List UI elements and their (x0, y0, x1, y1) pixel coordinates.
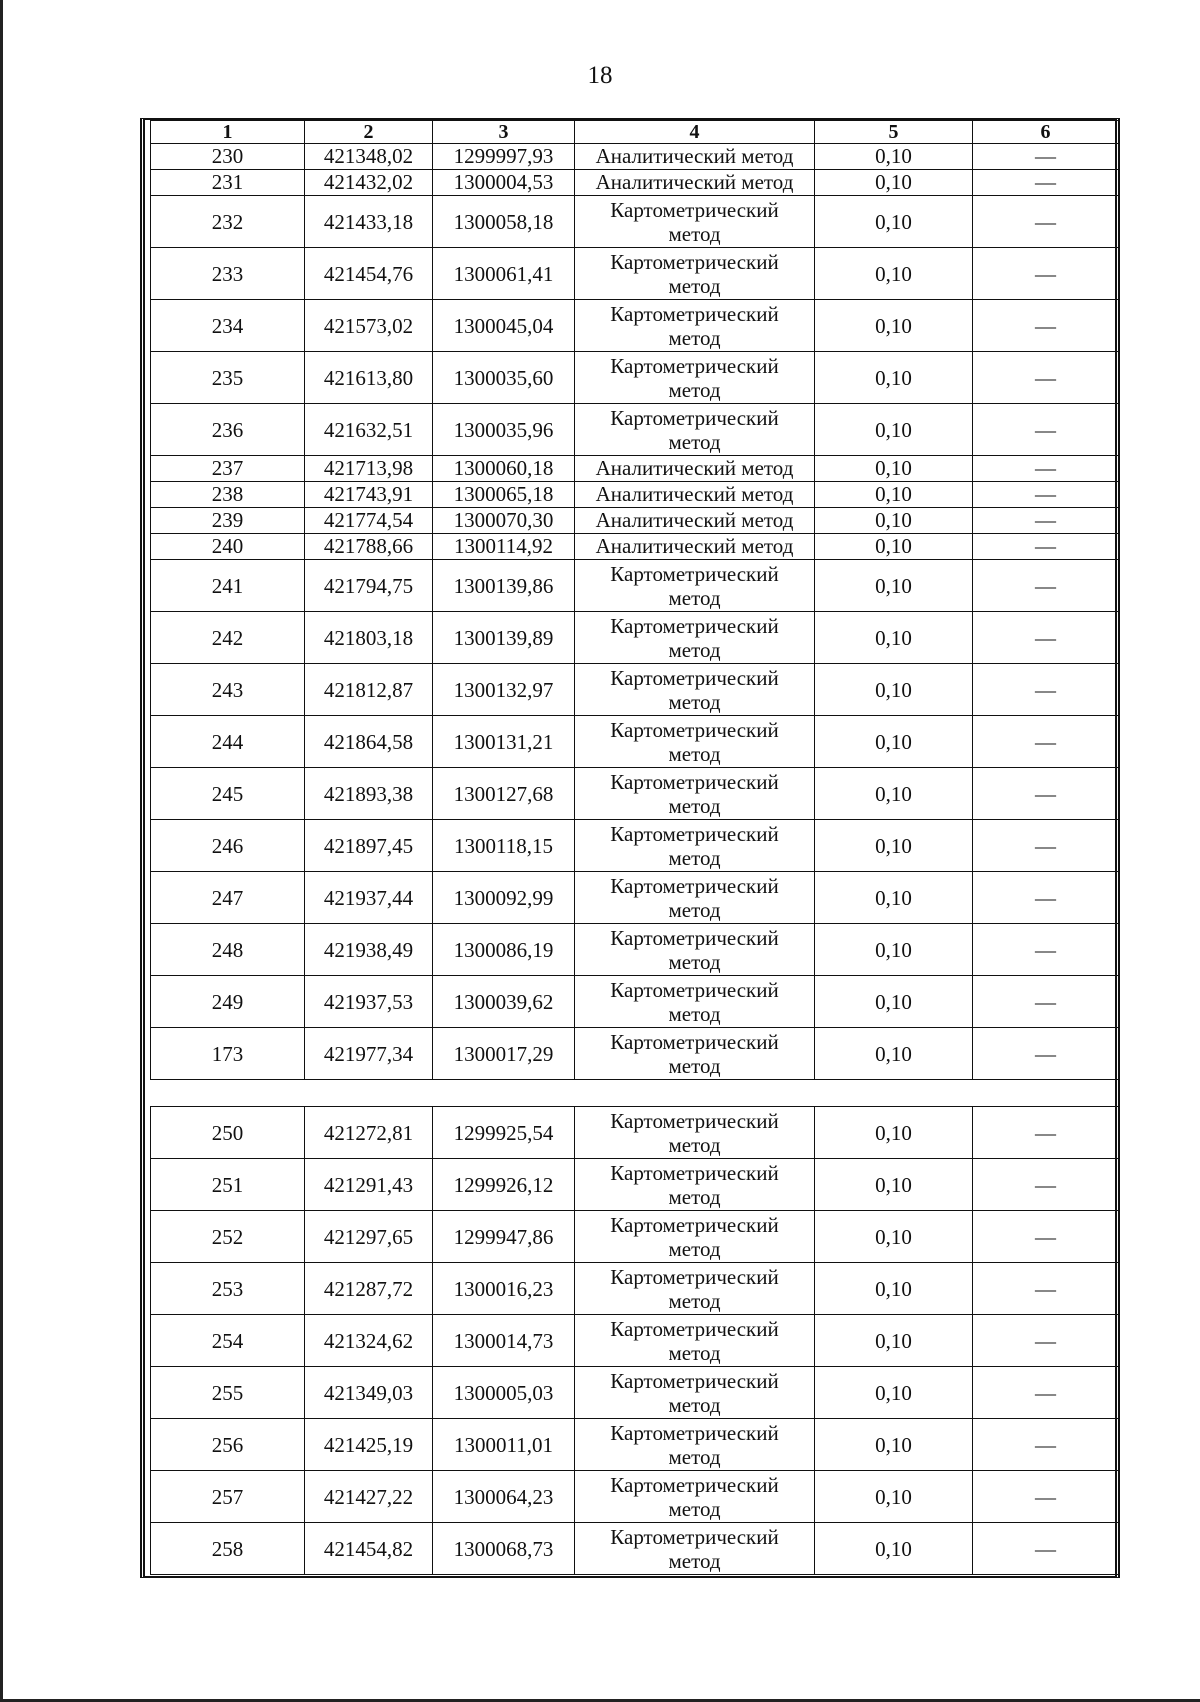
table-row (151, 664, 1119, 716)
point-number-cell: 247 (151, 872, 305, 924)
accuracy-cell: 0,10 (815, 534, 973, 560)
method-cell: Аналитический метод (575, 144, 815, 170)
x-coordinate-cell: 421937,44 (305, 872, 433, 924)
method-cell: Картометрический метод (575, 1028, 815, 1080)
accuracy-cell: 0,10 (815, 144, 973, 170)
accuracy-cell: 0,10 (815, 1315, 973, 1367)
point-number-cell: 233 (151, 248, 305, 300)
y-coordinate-cell: 1300139,89 (433, 612, 575, 664)
x-coordinate-cell: 421893,38 (305, 768, 433, 820)
table-row (151, 924, 1119, 976)
note-cell: — (973, 1107, 1119, 1159)
table-row (151, 248, 1119, 300)
method-cell: Картометрический метод (575, 976, 815, 1028)
note-cell: — (973, 1028, 1119, 1080)
note-cell: — (973, 1471, 1119, 1523)
point-number-cell: 255 (151, 1367, 305, 1419)
point-number-cell: 250 (151, 1107, 305, 1159)
point-number-cell: 236 (151, 404, 305, 456)
y-coordinate-cell: 1300068,73 (433, 1523, 575, 1575)
point-number-cell: 254 (151, 1315, 305, 1367)
x-coordinate-cell: 421425,19 (305, 1419, 433, 1471)
table-row (151, 872, 1119, 924)
accuracy-cell: 0,10 (815, 664, 973, 716)
method-cell: Аналитический метод (575, 456, 815, 482)
table-row (151, 560, 1119, 612)
note-cell: — (973, 144, 1119, 170)
note-cell: — (973, 1159, 1119, 1211)
point-number-cell: 232 (151, 196, 305, 248)
accuracy-cell: 0,10 (815, 820, 973, 872)
x-coordinate-cell: 421272,81 (305, 1107, 433, 1159)
y-coordinate-cell: 1300004,53 (433, 170, 575, 196)
accuracy-cell: 0,10 (815, 1367, 973, 1419)
y-coordinate-cell: 1300065,18 (433, 482, 575, 508)
point-number-cell: 234 (151, 300, 305, 352)
page-number: 18 (587, 62, 613, 89)
note-cell: — (973, 716, 1119, 768)
method-cell: Картометрический метод (575, 768, 815, 820)
note-cell: — (973, 170, 1119, 196)
x-coordinate-cell: 421743,91 (305, 482, 433, 508)
accuracy-cell: 0,10 (815, 924, 973, 976)
y-coordinate-cell: 1300005,03 (433, 1367, 575, 1419)
note-cell: — (973, 1211, 1119, 1263)
point-number-cell: 256 (151, 1419, 305, 1471)
note-cell: — (973, 196, 1119, 248)
method-cell: Картометрический метод (575, 664, 815, 716)
method-cell: Аналитический метод (575, 482, 815, 508)
y-coordinate-cell: 1299997,93 (433, 144, 575, 170)
note-cell: — (973, 924, 1119, 976)
table-row (151, 456, 1119, 482)
y-coordinate-cell: 1300035,60 (433, 352, 575, 404)
x-coordinate-cell: 421427,22 (305, 1471, 433, 1523)
y-coordinate-cell: 1299925,54 (433, 1107, 575, 1159)
point-number-cell: 240 (151, 534, 305, 560)
point-number-cell: 257 (151, 1471, 305, 1523)
point-number-cell: 173 (151, 1028, 305, 1080)
x-coordinate-cell: 421324,62 (305, 1315, 433, 1367)
accuracy-cell: 0,10 (815, 482, 973, 508)
y-coordinate-cell: 1300060,18 (433, 456, 575, 482)
y-coordinate-cell: 1300114,92 (433, 534, 575, 560)
accuracy-cell: 0,10 (815, 768, 973, 820)
x-coordinate-cell: 421938,49 (305, 924, 433, 976)
y-coordinate-cell: 1300131,21 (433, 716, 575, 768)
method-cell: Картометрический метод (575, 1419, 815, 1471)
x-coordinate-cell: 421774,54 (305, 508, 433, 534)
y-coordinate-cell: 1300118,15 (433, 820, 575, 872)
method-cell: Картометрический метод (575, 248, 815, 300)
note-cell: — (973, 482, 1119, 508)
method-cell: Аналитический метод (575, 534, 815, 560)
table-row (151, 976, 1119, 1028)
x-coordinate-cell: 421348,02 (305, 144, 433, 170)
point-number-cell: 248 (151, 924, 305, 976)
table-row (151, 820, 1119, 872)
scan-left-edge (0, 0, 3, 1702)
method-cell: Картометрический метод (575, 1263, 815, 1315)
column-header: 1 (151, 121, 305, 144)
y-coordinate-cell: 1300045,04 (433, 300, 575, 352)
method-cell: Картометрический метод (575, 612, 815, 664)
accuracy-cell: 0,10 (815, 612, 973, 664)
method-cell: Картометрический метод (575, 872, 815, 924)
point-number-cell: 253 (151, 1263, 305, 1315)
y-coordinate-cell: 1300014,73 (433, 1315, 575, 1367)
y-coordinate-cell: 1300064,23 (433, 1471, 575, 1523)
y-coordinate-cell: 1300016,23 (433, 1263, 575, 1315)
accuracy-cell: 0,10 (815, 976, 973, 1028)
note-cell: — (973, 404, 1119, 456)
accuracy-cell: 0,10 (815, 404, 973, 456)
note-cell: — (973, 664, 1119, 716)
point-number-cell: 242 (151, 612, 305, 664)
accuracy-cell: 0,10 (815, 1419, 973, 1471)
note-cell: — (973, 560, 1119, 612)
note-cell: — (973, 1315, 1119, 1367)
x-coordinate-cell: 421454,82 (305, 1523, 433, 1575)
coordinates-table (150, 120, 1119, 1575)
table-row (151, 196, 1119, 248)
accuracy-cell: 0,10 (815, 248, 973, 300)
note-cell: — (973, 976, 1119, 1028)
table-row (151, 170, 1119, 196)
x-coordinate-cell: 421937,53 (305, 976, 433, 1028)
column-header: 4 (575, 121, 815, 144)
method-cell: Картометрический метод (575, 352, 815, 404)
y-coordinate-cell: 1300017,29 (433, 1028, 575, 1080)
table-row (151, 534, 1119, 560)
x-coordinate-cell: 421291,43 (305, 1159, 433, 1211)
x-coordinate-cell: 421297,65 (305, 1211, 433, 1263)
note-cell: — (973, 352, 1119, 404)
y-coordinate-cell: 1300086,19 (433, 924, 575, 976)
point-number-cell: 237 (151, 456, 305, 482)
table-row (151, 300, 1119, 352)
y-coordinate-cell: 1300061,41 (433, 248, 575, 300)
accuracy-cell: 0,10 (815, 560, 973, 612)
table-row (151, 144, 1119, 170)
table-body (151, 144, 1119, 1575)
accuracy-cell: 0,10 (815, 1471, 973, 1523)
point-number-cell: 258 (151, 1523, 305, 1575)
x-coordinate-cell: 421803,18 (305, 612, 433, 664)
y-coordinate-cell: 1300070,30 (433, 508, 575, 534)
y-coordinate-cell: 1300139,86 (433, 560, 575, 612)
table-row (151, 508, 1119, 534)
method-cell: Аналитический метод (575, 508, 815, 534)
point-number-cell: 251 (151, 1159, 305, 1211)
method-cell: Картометрический метод (575, 196, 815, 248)
accuracy-cell: 0,10 (815, 352, 973, 404)
method-cell: Картометрический метод (575, 1471, 815, 1523)
method-cell: Картометрический метод (575, 1107, 815, 1159)
method-cell: Картометрический метод (575, 404, 815, 456)
column-header: 2 (305, 121, 433, 144)
accuracy-cell: 0,10 (815, 170, 973, 196)
method-cell: Картометрический метод (575, 716, 815, 768)
y-coordinate-cell: 1300035,96 (433, 404, 575, 456)
note-cell: — (973, 1367, 1119, 1419)
method-cell: Картометрический метод (575, 820, 815, 872)
x-coordinate-cell: 421812,87 (305, 664, 433, 716)
x-coordinate-cell: 421632,51 (305, 404, 433, 456)
x-coordinate-cell: 421613,80 (305, 352, 433, 404)
x-coordinate-cell: 421864,58 (305, 716, 433, 768)
point-number-cell: 243 (151, 664, 305, 716)
accuracy-cell: 0,10 (815, 1523, 973, 1575)
y-coordinate-cell: 1300039,62 (433, 976, 575, 1028)
point-number-cell: 244 (151, 716, 305, 768)
table-row (151, 1211, 1119, 1263)
column-header: 5 (815, 121, 973, 144)
accuracy-cell: 0,10 (815, 1159, 973, 1211)
note-cell: — (973, 456, 1119, 482)
point-number-cell: 231 (151, 170, 305, 196)
accuracy-cell: 0,10 (815, 1263, 973, 1315)
point-number-cell: 230 (151, 144, 305, 170)
note-cell: — (973, 1263, 1119, 1315)
point-number-cell: 245 (151, 768, 305, 820)
note-cell: — (973, 534, 1119, 560)
table-row (151, 404, 1119, 456)
table-row (151, 1315, 1119, 1367)
note-cell: — (973, 768, 1119, 820)
note-cell: — (973, 300, 1119, 352)
table-row (151, 612, 1119, 664)
x-coordinate-cell: 421573,02 (305, 300, 433, 352)
table-row (151, 716, 1119, 768)
y-coordinate-cell: 1299926,12 (433, 1159, 575, 1211)
method-cell: Картометрический метод (575, 300, 815, 352)
y-coordinate-cell: 1300132,97 (433, 664, 575, 716)
x-coordinate-cell: 421433,18 (305, 196, 433, 248)
accuracy-cell: 0,10 (815, 1107, 973, 1159)
separator-cell (151, 1080, 1119, 1107)
note-cell: — (973, 872, 1119, 924)
table-row (151, 1367, 1119, 1419)
table-row (151, 1107, 1119, 1159)
section-separator-row (151, 1080, 1119, 1107)
column-header: 6 (973, 121, 1119, 144)
table-row (151, 482, 1119, 508)
table-row (151, 1471, 1119, 1523)
y-coordinate-cell: 1300011,01 (433, 1419, 575, 1471)
point-number-cell: 239 (151, 508, 305, 534)
accuracy-cell: 0,10 (815, 508, 973, 534)
method-cell: Картометрический метод (575, 1367, 815, 1419)
x-coordinate-cell: 421287,72 (305, 1263, 433, 1315)
table-header-row (151, 121, 1119, 144)
table-row (151, 1028, 1119, 1080)
column-header: 3 (433, 121, 575, 144)
point-number-cell: 235 (151, 352, 305, 404)
x-coordinate-cell: 421713,98 (305, 456, 433, 482)
table-row (151, 1419, 1119, 1471)
accuracy-cell: 0,10 (815, 196, 973, 248)
note-cell: — (973, 1419, 1119, 1471)
y-coordinate-cell: 1299947,86 (433, 1211, 575, 1263)
note-cell: — (973, 820, 1119, 872)
method-cell: Картометрический метод (575, 1159, 815, 1211)
point-number-cell: 238 (151, 482, 305, 508)
method-cell: Картометрический метод (575, 560, 815, 612)
note-cell: — (973, 612, 1119, 664)
note-cell: — (973, 1523, 1119, 1575)
table-row (151, 1263, 1119, 1315)
point-number-cell: 246 (151, 820, 305, 872)
point-number-cell: 252 (151, 1211, 305, 1263)
x-coordinate-cell: 421349,03 (305, 1367, 433, 1419)
accuracy-cell: 0,10 (815, 872, 973, 924)
accuracy-cell: 0,10 (815, 1028, 973, 1080)
method-cell: Картометрический метод (575, 1523, 815, 1575)
method-cell: Картометрический метод (575, 1211, 815, 1263)
y-coordinate-cell: 1300058,18 (433, 196, 575, 248)
x-coordinate-cell: 421432,02 (305, 170, 433, 196)
x-coordinate-cell: 421788,66 (305, 534, 433, 560)
method-cell: Картометрический метод (575, 924, 815, 976)
note-cell: — (973, 248, 1119, 300)
x-coordinate-cell: 421977,34 (305, 1028, 433, 1080)
table-row (151, 1523, 1119, 1575)
table-row (151, 1159, 1119, 1211)
method-cell: Картометрический метод (575, 1315, 815, 1367)
note-cell: — (973, 508, 1119, 534)
accuracy-cell: 0,10 (815, 456, 973, 482)
x-coordinate-cell: 421794,75 (305, 560, 433, 612)
y-coordinate-cell: 1300092,99 (433, 872, 575, 924)
point-number-cell: 241 (151, 560, 305, 612)
accuracy-cell: 0,10 (815, 716, 973, 768)
method-cell: Аналитический метод (575, 170, 815, 196)
table-row (151, 768, 1119, 820)
accuracy-cell: 0,10 (815, 300, 973, 352)
accuracy-cell: 0,10 (815, 1211, 973, 1263)
x-coordinate-cell: 421454,76 (305, 248, 433, 300)
x-coordinate-cell: 421897,45 (305, 820, 433, 872)
y-coordinate-cell: 1300127,68 (433, 768, 575, 820)
point-number-cell: 249 (151, 976, 305, 1028)
table-row (151, 352, 1119, 404)
